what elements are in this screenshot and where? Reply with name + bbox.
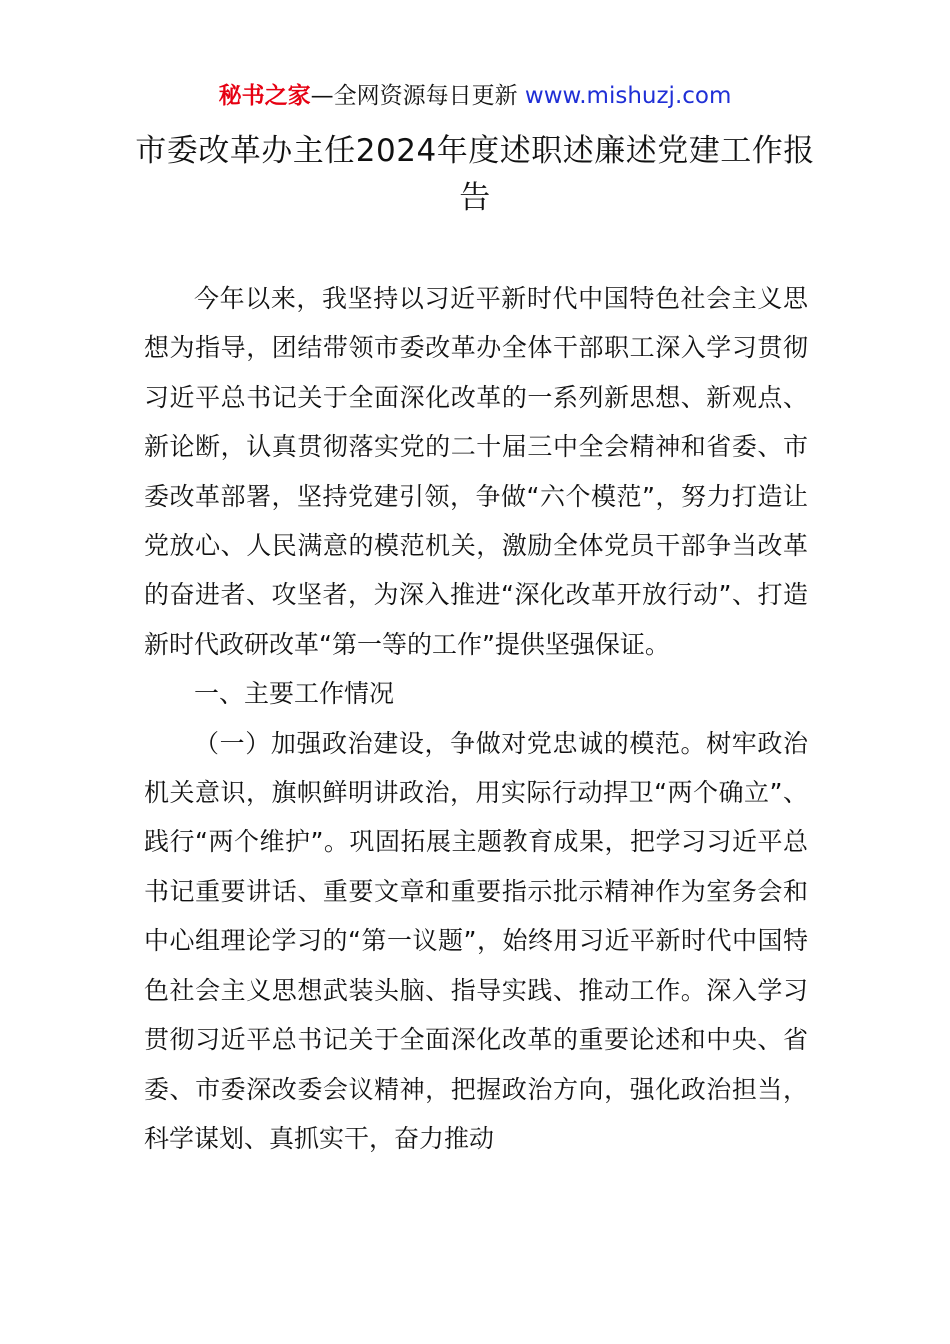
section-paragraph: （一）加强政治建设，争做对党忠诚的模范。树牢政治机关意识，旗帜鲜明讲政治，用实际行动捍卫“两个确立”、践行“两个维护”。巩固拓展主题教育成果，把学习习近平总书记重要讲话、重要文章和重要指示批示精神作为室务会和中心组理论学习的“第一议题”，始终用习近平新时代中国特色社会主义思想武装头脑、指导实践、推动工作。深入学习贯彻习近平总书记关于全面深化改革的重要论述和中央、省委、市委深改委会议精神，把握政治方向，强化政治担当，科学谋划、真抓实干，奋力推动 <box>144 728 808 1153</box>
intro-paragraph: 今年以来，我坚持以习近平新时代中国特色社会主义思想为指导，团结带领市委改革办全体干部职工深入学习贯彻习近平总书记关于全面深化改革的一系列新思想、新观点、新论断，认真贯彻落实党的二十届三中全会精神和省委、市委改革部署，坚持党建引领，争做“六个模范”，努力打造让党放心、人民满意的模范机关，激励全体党员干部争当改革的奋进者、攻坚者，为深入推进“深化改革开放行动”、打造新时代政研改革“第一等的工作”提供坚强保证。 <box>144 284 808 659</box>
document-title: 市委改革办主任2024年度述职述廉述党建工作报告 <box>135 133 815 216</box>
site-brand: 秘书之家 <box>218 83 311 109</box>
watermark-banner <box>0 80 950 112</box>
section-heading: 一、主要工作情况 <box>194 679 395 709</box>
site-slogan: —全网资源每日更新 <box>310 83 518 109</box>
document-body <box>144 274 808 1163</box>
site-url-link[interactable]: www.mishuzj.com <box>524 83 732 109</box>
